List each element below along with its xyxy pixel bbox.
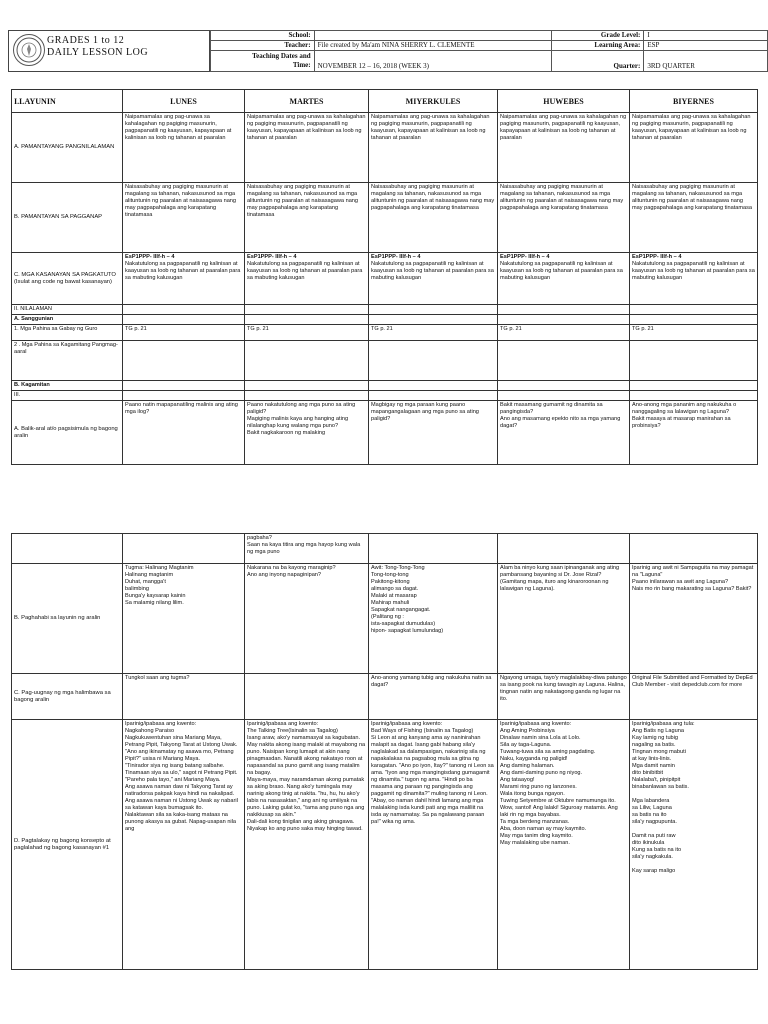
empty-cell [630, 305, 758, 315]
empty-cell [245, 305, 369, 315]
table-row [12, 674, 758, 720]
empty-cell [498, 534, 630, 564]
cell-pangnilalaman-lunes: Naipamamalas ang pag-unawa sa kahalagahan ng pagiging masunurin, pagpapanatili ng kaayusan, kapayapaan at kalinisan sa loob ng tahanan at paaralan [123, 113, 245, 183]
empty-cell [245, 391, 369, 401]
table-row [12, 325, 758, 341]
competency-code: EsP1PPP- IIIf-h – 4 [632, 254, 682, 260]
row-label-kagamitan: B. Kagamitan [12, 381, 123, 391]
empty-cell [630, 534, 758, 564]
lesson-table-top [11, 89, 758, 465]
empty-cell [498, 381, 630, 391]
row-label-kasanayan: C. MGA KASANAYAN SA PAGKATUTO (Isulat ang code ng bawat kasanayan) [12, 253, 123, 305]
school-value [314, 31, 552, 41]
cell-gabay-huwebes: TG p. 21 [498, 325, 630, 341]
dates-label-line1: Teaching Dates and [252, 52, 311, 60]
empty-cell [123, 381, 245, 391]
empty-cell [498, 391, 630, 401]
cell-paguugnay-biyernes: Original File Submitted and Formatted by DepEd Club Member - visit depedclub.com for more [630, 674, 758, 720]
row-label-sanggunian: A. Sanggunian [12, 315, 123, 325]
cell-kasanayan-miyerkules [369, 253, 498, 305]
cell-paghahabi-lunes: Tugma: Halinang Magtanim Halinang magtanim Duhat, mangga't balimbing Bunga'y kaysarap kainin Sa malamig nilang lilim. [123, 564, 245, 674]
empty-cell [498, 315, 630, 325]
cell-balik-miyerkules: Magbigay ng mga paraan kung paano mapangangalagaan ang mga puno sa ating paligid? [369, 401, 498, 465]
cell-paglalahad-huwebes: Iparinig/ipabasa ang kwento: Ang Aming Probinsiya Dinalaw namin sina Lola at Lolo. Sila ay taga-Laguna. Tuwang-tuwa sila sa aming pagdating. Naku, kayganda ng paligid! Ang daming halaman. Ang dami-daming puno ng niyog. Ang tataayog! Marami ring puno ng lanzones. Wala itong bunga ngayon. Tuwing Setyembre at Oktubre namumunga ito. Wow, santol! Ang lalaki! Siguroay matamis. Ang laki rin ng mga bayabas. Ta mga berdeng manzanas. Aba, doon naman ay may kaymito. May mga tanim ding kaymito. May malalaking ube naman. [498, 720, 630, 970]
row-label-paguugnay: C. Pag-uugnay ng mga halimbawa sa bagong aralin [12, 674, 123, 720]
table-row [12, 391, 758, 401]
table-row [12, 183, 758, 253]
cell-paglalahad-lunes: Iparinig/ipabasa ang kwento: Nagkahong Paraiso Nagkukuwentuhan sina Mariang Maya, Petrang Pipit, Takyong Tarat at Ustong Uwak. "Ano ang ikinamatay ng asawa mo, Petrang Pipit?" usisa ni Mariang Maya. "Tinirador siya ng isang batang salbahe. Tinamaan siya sa ulo," sagot ni Petrang Pipit. "Pareho pala tayo," ani Mariang Maya. Ang asawa naman daw ni Takyong Tarat ay natiradorsa pakpak kaya hindi na nakalipad. Ang asawa naman ni Ustong Uwak ay nabaril sa katawan kaya bumagsak ito. Nalaktawan sila sa kaka-isang mataas na punong akasya sa gubat. Napag-usapan nila ang [123, 720, 245, 970]
cell-gabay-lunes: TG p. 21 [123, 325, 245, 341]
cell-pagganap-miyerkules: Naisasabuhay ang pagiging masunurin at magalang sa tahanan, nakasusunod sa mga alituntunin ng paaralan at naisasagawa nang may pagpapahalaga ang karapatang tinatamasa [369, 183, 498, 253]
empty-cell [369, 381, 498, 391]
empty-cell [12, 534, 123, 564]
cell-kasanayan-martes [245, 253, 369, 305]
quarter-label: Quarter: [552, 51, 644, 72]
table-row [12, 113, 758, 183]
cell-balik-martes: Paano nakatutulong ang mga puno sa ating paligid? Magiging malinis kaya ang hanging ating nilalanghap kung walang mga puno? Bakit nagkakaroon ng malaking [245, 401, 369, 465]
cell-paguugnay-miyerkules: Ano-anong yamang tubig ang nakukuha natin sa dagat? [369, 674, 498, 720]
cell-kasanayan-lunes [123, 253, 245, 305]
empty-cell [630, 381, 758, 391]
area-value: ESP [644, 41, 768, 51]
competency-code: EsP1PPP- IIIf-h – 4 [371, 254, 421, 260]
row-label-paghahabi: B. Paghahabi sa layunin ng aralin [12, 564, 123, 674]
section-layunin: I.LAYUNIN [12, 90, 123, 113]
row-label-paglalahad: D. Pagtalakay ng bagong konsepto at paglalahad ng bagong kasanayan #1 [12, 720, 123, 970]
competency-text: Nakatutulong sa pagpapanatili ng kalinisan at kaayusan sa loob ng tahanan at paaralan para sa mabuting kalusugan [632, 261, 755, 281]
row-label-nilalaman: II. NILALAMAN [12, 305, 123, 315]
row-label-pangnilalaman: A. PAMANTAYANG PANGNILALAMAN [12, 113, 123, 183]
dates-label-line2: Time: [292, 61, 311, 69]
cell-pagganap-lunes: Naisasabuhay ang pagiging masunurin at magalang sa tahanan, nakasusunod sa mga alituntunin ng paaralan at naisasagawa nang may pagpapahalaga ang karapatang tinatamasa [123, 183, 245, 253]
empty-cell [123, 341, 245, 381]
cell-paglalahad-biyernes: Iparinig/ipabasa ang tula: Ang Batis ng Laguna Kay lamig ng tubig nagaling sa batis. Tingnan mong mabuti at kay linis-linis. Mga damit namin dito binibitbit Nalalaba't, pinipitpit binabanlawan sa batis. Mga labandera sa Liliw, Laguna sa batis na ito sila'y nagpupunta. Damit na puti raw dito ikinukula Kung sa batis na ito sila'y nagkakula. Kay sarap maligo [630, 720, 758, 970]
quarter-value: 3RD QUARTER [644, 51, 768, 72]
form-title-dll: DAILY LESSON LOG [47, 47, 149, 58]
empty-cell [369, 534, 498, 564]
cell-pagganap-martes: Naisasabuhay ang pagiging masunurin at magalang sa tahanan, nakasusunod sa mga alituntunin ng paaralan at naisasagawa nang may pagpapahalaga ang karapatang tinatamasa [245, 183, 369, 253]
row-label-section-three: III. [12, 391, 123, 401]
empty-cell [369, 305, 498, 315]
empty-cell [245, 315, 369, 325]
teacher-value: File created by Ma'am NINA SHERRY L. CLEMENTE [314, 41, 552, 51]
row-label-kagamitang: 2 . Mga Pahina sa Kagamitang Pangmag-aaral [12, 341, 123, 381]
cell-paghahabi-biyernes: Iparinig ang awit ni Sampaguita na may pamagat na "Laguna" Paano inilarawan sa awit ang Laguna? Nais mo rin bang makarating sa Laguna? Bakit? [630, 564, 758, 674]
competency-text: Nakatutulong sa pagpapanatili ng kalinisan at kaayusan sa loob ng tahanan at paaralan para sa mabuting kalusugan [371, 261, 494, 281]
row-label-gabay: 1. Mga Pahina sa Gabay ng Guro [12, 325, 123, 341]
empty-cell [498, 305, 630, 315]
cell-paguugnay-martes [245, 674, 369, 720]
area-label: Learning Area: [552, 41, 644, 51]
cell-paglalahad-martes: Iparinig/ipabasa ang kwento: The Talking Tree(Isinalin sa Tagalog) Isang araw, ako'y namamasyal sa kagubatan. May nakita akong isang malaki at mayabong na puno. Naisipan kong lumapit at akin nang pinagmasdan. Nanatili akong nakatayo roon at napasandal sa puno gamit ang isang matalim na bagay. Maya-maya, may naramdaman akong pumatak sa aking braso. Nang ako'y tumingala may narinig akong tinig at nakita. "hu, hu, hu ako'y labis na nasasaktan," ang ani ng umiiiyak na puno. Laking gulat ko, "tama ang puno nga ang nakikiusap sa akin." Dali-dali kong tinigilan ang aking ginagawa. Niyakap ko ang puno saka may hinging tawad. [245, 720, 369, 970]
table-row [12, 534, 758, 564]
grade-value: I [644, 31, 768, 41]
table-row [12, 305, 758, 315]
grade-label: Grade Level: [552, 31, 644, 41]
table-row [12, 253, 758, 305]
cell-gabay-biyernes: TG p. 21 [630, 325, 758, 341]
school-label: School: [211, 31, 315, 41]
cell-gabay-miyerkules: TG p. 21 [369, 325, 498, 341]
cell-pangnilalaman-biyernes: Naipamamalas ang pag-unawa sa kahalagahan ng pagiging masunurin, pagpapanatili ng kaayusan, kapayapaan at kalinisan sa loob ng tahanan at paaralan [630, 113, 758, 183]
row-label-balik-aral: A. Balik-aral at/o pagsisimula ng bagong aralin [12, 401, 123, 465]
table-row [12, 720, 758, 970]
day-header-row [12, 90, 758, 113]
row-label-pagganap: B. PAMANTAYAN SA PAGGANAP [12, 183, 123, 253]
table-row [12, 315, 758, 325]
day-huwebes: HUWEBES [498, 90, 630, 113]
cell-pangnilalaman-miyerkules: Naipamamalas ang pag-unawa sa kahalagahan ng pagiging masunurin, pagpapanatili ng kaayusan, kapayapaan at kalinisan sa loob ng tahanan at paaralan [369, 113, 498, 183]
table-row [12, 381, 758, 391]
empty-cell [245, 381, 369, 391]
table-row [12, 401, 758, 465]
empty-cell [123, 534, 245, 564]
competency-text: Nakatutulong sa pagpapanatili ng kalinisan at kaayusan sa loob ng tahanan at paaralan para sa mabuting kalusugan [500, 261, 623, 281]
cell-kasanayan-huwebes [498, 253, 630, 305]
dates-label [211, 51, 315, 72]
empty-cell [369, 315, 498, 325]
empty-cell [369, 341, 498, 381]
cell-pagganap-biyernes: Naisasabuhay ang pagiging masunurin at magalang sa tahanan, nakasusunod sa mga alituntunin ng paaralan at naisasagawa nang may pagpapahalaga ang karapatang tinatamasa [630, 183, 758, 253]
cell-paghahabi-miyerkules: Awit: Tong-Tong-Tong Tong-tong-tong Pakitong-kitong alimango sa dagat. Malaki at masarap Mahirap mahuli Sapagkat nangangagat. (Palitang ng : ista-sapagkat dumudulas) hipon- sapagkat lumulundag) [369, 564, 498, 674]
competency-code: EsP1PPP- IIIf-h – 4 [247, 254, 297, 260]
day-lunes: LUNES [123, 90, 245, 113]
teacher-label: Teacher: [211, 41, 315, 51]
day-miyerkules: MIYERKULES [369, 90, 498, 113]
table-row [12, 341, 758, 381]
form-title-grades: GRADES 1 to 12 [47, 35, 125, 46]
empty-cell [630, 315, 758, 325]
competency-code: EsP1PPP- IIIf-h – 4 [500, 254, 550, 260]
day-biyernes: BIYERNES [630, 90, 758, 113]
day-martes: MARTES [245, 90, 369, 113]
cell-pangnilalaman-huwebes: Naipamamalas ang pag-unawa sa kahalagahan ng pagiging masunurin, pagpapanatili ng kaayusan, kapayapaan at kalinisan sa loob ng tahanan at paaralan [498, 113, 630, 183]
cell-balik-biyernes: Ano-anong mga pananim ang nakukuha o nanggagaling sa lalawigan ng Laguna? Bakit masaya at masarap manirahan sa probinsiya? [630, 401, 758, 465]
empty-cell [630, 391, 758, 401]
cell-balik-huwebes: Bakit masamang gumamit ng dinamita sa pangingisda? Ano ang masamang epekto nito sa mga yamang dagat? [498, 401, 630, 465]
competency-code: EsP1PPP- IIIf-h – 4 [125, 254, 175, 260]
empty-cell [369, 391, 498, 401]
cell-paghahabi-huwebes: Alam ba ninyo kung saan ipinanganak ang ating pambansang bayaning si Dr. Jose Rizal? (Gamitang mapa, ituro ang kinaroroonan ng lalawigan ng Laguna). [498, 564, 630, 674]
cell-kasanayan-biyernes [630, 253, 758, 305]
empty-cell [123, 315, 245, 325]
empty-cell [245, 341, 369, 381]
cell-paglalahad-miyerkules: Iparinig/ipabasa ang kwento: Bad Ways of Fishing (Isinalin sa Tagalog) Si Leon at ang kanyang ama ay naninirahan malapit sa dagat. Isang gabi habang sila'y naglalakad sa dalampasigan, nakarinig sila ng napakalakas na pagsabog mula sa gitna ng karagatan. "Ano po iyon, Itay?" tanong ni Leon sa ama. "Iyon ang mga mangingisdang gumagamit ng dinamita." tugon ng ama. "Hindi po ba masama ang paraan ng pangingisda ang paggamit ng dinamita?" muling tanong ni Leon. "Abay, oo naman dahil hindi lamang ang mga malalaking isda kundi pati ang mga maliliit na isda ay namamatay. Sa pa ngalawang paraan pa!" wika ng ama. [369, 720, 498, 970]
empty-cell [123, 391, 245, 401]
table-row [12, 564, 758, 674]
competency-text: Nakatutulong sa pagpapanatili ng kalinisan at kaayusan sa loob ng tahanan at paaralan para sa mabuting kalusugan [125, 261, 241, 281]
cell-paguugnay-lunes: Tungkol saan ang tugma? [123, 674, 245, 720]
lesson-table-bottom [11, 533, 758, 970]
cell-paghahabi-martes: Nakarana na ba kayong maraginip? Ano ang inyong napaginipan? [245, 564, 369, 674]
cell-pangnilalaman-martes: Naipamamalas ang pag-unawa sa kahalagahan ng pagiging masunurin, pagpapanatili ng kaayusan, kapayapaan at kalinisan sa loob ng tahanan at paaralan [245, 113, 369, 183]
cell-balik-lunes: Paano natin mapapanatiling malinis ang ating mga ilog? [123, 401, 245, 465]
cell-pagganap-huwebes: Naisasabuhay ang pagiging masunurin at magalang sa tahanan, nakasusunod sa mga alituntunin ng paaralan at naisasagawa nang may pagpapahalaga ang karapatang tinatamasa [498, 183, 630, 253]
deped-seal-icon [13, 34, 45, 66]
cell-continued-martes: pagbaha? Saan na kaya titira ang mga hayop kung wala ng mga puno [245, 534, 369, 564]
dates-value: NOVEMBER 12 – 16, 2018 (WEEK 3) [314, 51, 552, 72]
header-meta-table [210, 30, 768, 72]
empty-cell [630, 341, 758, 381]
cell-gabay-martes: TG p. 21 [245, 325, 369, 341]
competency-text: Nakatutulong sa pagpapanatili ng kalinisan at kaayusan sa loob ng tahanan at paaralan para sa mabuting kalusugan [247, 261, 363, 281]
empty-cell [498, 341, 630, 381]
empty-cell [123, 305, 245, 315]
cell-paguugnay-huwebes: Ngayong umaga, tayo'y maglalakbay-diwa patungo sa isang pook na kung tawagin ay Laguna. Halina, tingnan natin ang nakatagong ganda ng lugar na ito. [498, 674, 630, 720]
